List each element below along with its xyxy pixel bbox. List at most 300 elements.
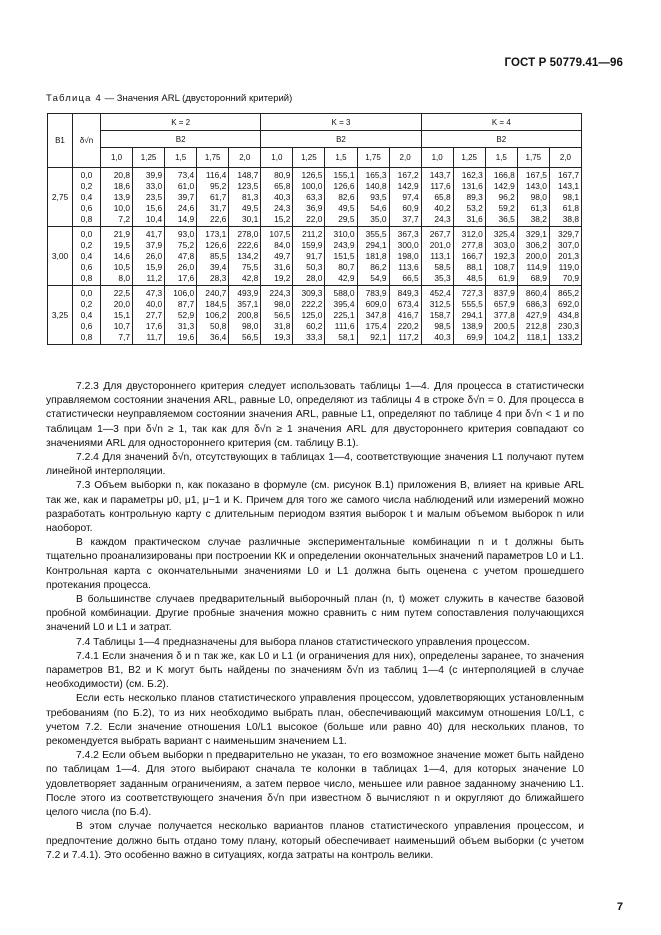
arl-value: 133,2 xyxy=(558,332,579,342)
arl-value: 39,9 xyxy=(145,170,163,180)
arl-value: 35,3 xyxy=(434,273,451,283)
arl-value: 69,9 xyxy=(466,332,483,342)
arl-value: 113,1 xyxy=(430,251,451,261)
arl-value: 126,6 xyxy=(205,240,227,250)
arl-value: 13,9 xyxy=(113,192,131,202)
arl-value: 106,2 xyxy=(205,310,227,320)
dn-value: 0,8 xyxy=(80,273,93,283)
arl-value: 24,6 xyxy=(177,203,195,213)
arl-cell xyxy=(485,168,517,227)
arl-value: 30,1 xyxy=(242,214,259,224)
arl-value: 26,0 xyxy=(145,251,163,261)
arl-value: 131,6 xyxy=(461,181,483,191)
arl-value: 24,3 xyxy=(434,214,451,224)
arl-value: 98,1 xyxy=(562,192,579,202)
arl-value: 58,1 xyxy=(338,332,355,342)
arl-value: 11,7 xyxy=(146,332,163,342)
arl-cell xyxy=(261,168,293,227)
arl-cell xyxy=(165,227,197,286)
arl-value: 58,5 xyxy=(434,262,451,272)
arl-value: 98,5 xyxy=(434,321,451,331)
arl-value: 38,8 xyxy=(562,214,579,224)
arl-value: 783,9 xyxy=(365,288,387,298)
arl-cell xyxy=(133,168,165,227)
arl-value: 31,7 xyxy=(209,203,227,213)
b2-value-header: 1,5 xyxy=(165,148,197,168)
arl-cell xyxy=(229,227,261,286)
arl-value: 113,6 xyxy=(398,262,419,272)
arl-value: 98,0 xyxy=(242,321,259,331)
table-row xyxy=(48,227,582,286)
b2-header: B2 xyxy=(101,131,261,148)
arl-value: 117,6 xyxy=(430,181,451,191)
b2-value-header: 1,75 xyxy=(197,148,229,168)
arl-cell xyxy=(517,286,549,345)
arl-value: 61,8 xyxy=(562,203,579,213)
arl-value: 114,9 xyxy=(526,262,547,272)
paragraph: 7.4 Таблицы 1—4 предназначены для выбора планов статистического управления процессом. xyxy=(76,636,530,648)
arl-value: 294,1 xyxy=(461,310,483,320)
b2-value-header: 1,0 xyxy=(261,148,293,168)
arl-cell xyxy=(325,168,357,227)
arl-value: 860,4 xyxy=(525,288,547,298)
arl-value: 48,5 xyxy=(466,273,483,283)
arl-value: 117,2 xyxy=(398,332,419,342)
arl-value: 222,6 xyxy=(237,240,259,250)
arl-value: 20,8 xyxy=(113,170,131,180)
arl-value: 849,3 xyxy=(397,288,419,298)
b2-value-header: 1,5 xyxy=(485,148,517,168)
paragraph: 7.3 Объем выборки n, как показано в формуле (см. рисунок В.1) приложения В, влияет на кривые ARL так же, как и параметры μ0, μ1, μ−1 и K. Причем для того же самого числа наблюдений или измерений можно разработать контрольную карту с длительным периодом взятия выборок t и малым объемом выборок n или наоборот. xyxy=(46,480,584,535)
arl-value: 40,2 xyxy=(434,203,451,213)
arl-value: 142,9 xyxy=(493,181,515,191)
dn-cell xyxy=(73,227,101,286)
arl-cell xyxy=(101,227,133,286)
b2-value-header: 2,0 xyxy=(389,148,421,168)
arl-value: 357,1 xyxy=(237,299,259,309)
dn-value: 0,4 xyxy=(80,192,93,202)
arl-value: 38,2 xyxy=(530,214,547,224)
arl-cell xyxy=(357,227,389,286)
arl-value: 184,5 xyxy=(205,299,227,309)
b2-header: B2 xyxy=(421,131,581,148)
arl-value: 47,8 xyxy=(177,251,195,261)
arl-value: 14,9 xyxy=(177,214,195,224)
arl-value: 452,4 xyxy=(429,288,451,298)
b2-header: B2 xyxy=(261,131,421,148)
arl-value: 31,6 xyxy=(466,214,483,224)
arl-value: 657,9 xyxy=(493,299,515,309)
arl-value: 17,6 xyxy=(177,273,195,283)
arl-value: 54,9 xyxy=(370,273,387,283)
arl-value: 865,2 xyxy=(558,288,579,298)
arl-value: 85,5 xyxy=(209,251,227,261)
arl-value: 73,4 xyxy=(177,170,195,180)
arl-value: 167,7 xyxy=(558,170,579,180)
arl-cell xyxy=(421,168,453,227)
arl-value: 65,8 xyxy=(274,181,291,191)
dn-value: 0,8 xyxy=(80,332,93,342)
arl-value: 23,5 xyxy=(145,192,163,202)
arl-cell xyxy=(549,168,581,227)
arl-value: 15,6 xyxy=(145,203,163,213)
arl-value: 166,7 xyxy=(461,251,483,261)
paragraph: 7.4.2 Если объем выборки n предварительно не указан, то его возможное значение может быть найдено по таблицам 1—4. Для этого выбирают сначала те колонки в таблицах 1—4, для которых значение L0 удовлетворяет заданным ограничениям, а затем первое число, меньшее или равное заданному значению L1. После этого из соответствующего значения δ√n при известном δ вычисляют n и округляют до ближайшего целого числа (по Б.4). xyxy=(46,750,584,819)
arl-value: 22,5 xyxy=(113,288,131,298)
arl-value: 59,2 xyxy=(498,203,515,213)
arl-cell xyxy=(261,286,293,345)
arl-value: 329,1 xyxy=(525,229,547,239)
arl-value: 224,3 xyxy=(269,288,291,298)
arl-value: 22,0 xyxy=(306,214,323,224)
arl-value: 28,0 xyxy=(306,273,323,283)
arl-value: 22,6 xyxy=(209,214,227,224)
arl-cell xyxy=(133,286,165,345)
dn-value: 0,0 xyxy=(80,288,93,298)
arl-value: 347,8 xyxy=(365,310,387,320)
arl-value: 40,3 xyxy=(434,332,451,342)
dn-value: 0,6 xyxy=(80,321,93,331)
table-caption-name: Таблица 4 xyxy=(46,93,102,104)
arl-value: 50,3 xyxy=(306,262,323,272)
arl-value: 86,2 xyxy=(370,262,387,272)
arl-value: 100,0 xyxy=(301,181,323,191)
arl-value: 97,4 xyxy=(402,192,419,202)
arl-value: 200,5 xyxy=(493,321,515,331)
arl-cell xyxy=(549,227,581,286)
arl-cell xyxy=(389,227,421,286)
arl-cell xyxy=(293,168,325,227)
b1-header: B1 xyxy=(48,114,73,168)
arl-value: 692,0 xyxy=(558,299,579,309)
table-row xyxy=(48,286,582,345)
arl-cell xyxy=(357,286,389,345)
arl-value: 159,9 xyxy=(301,240,323,250)
b2-value-header: 1,25 xyxy=(453,148,485,168)
arl-value: 95,2 xyxy=(209,181,227,191)
arl-value: 434,8 xyxy=(558,310,579,320)
b1-cell: 3,00 xyxy=(48,227,73,286)
arl-value: 155,1 xyxy=(333,170,355,180)
arl-value: 277,8 xyxy=(461,240,483,250)
arl-cell xyxy=(261,227,293,286)
paragraph: 7.2.3 Для двустороннего критерия следует использовать таблицы 1—4. Для процесса в статистически управляемом состоянии значения ARL, равные L0, определяют из таблицы 4 в строке δ√n = 0. Для процесса в статистически неуправляемом состоянии значения ARL, равные L1, определяют по таблице 4 при δ√n < 1 и по таблицам 1—3 при δ√n ≥ 1, так как для δ√n ≥ 1 значения ARL для двустороннего критерия совпадают со значениями ARL для одностороннего критерия (см. таблицу В.1). xyxy=(46,381,584,449)
arl-value: 325,4 xyxy=(493,229,515,239)
arl-value: 192,3 xyxy=(493,251,515,261)
arl-value: 416,7 xyxy=(397,310,419,320)
arl-value: 143,7 xyxy=(429,170,451,180)
arl-cell xyxy=(133,227,165,286)
arl-value: 312,0 xyxy=(461,229,483,239)
arl-value: 87,7 xyxy=(177,299,195,309)
arl-value: 47,3 xyxy=(145,288,163,298)
arl-value: 220,2 xyxy=(397,321,419,331)
arl-value: 727,3 xyxy=(461,288,483,298)
b2-value-header: 1,75 xyxy=(357,148,389,168)
arl-value: 40,3 xyxy=(274,192,291,202)
arl-value: 29,5 xyxy=(338,214,355,224)
arl-value: 93,0 xyxy=(177,229,195,239)
arl-value: 37,7 xyxy=(402,214,419,224)
arl-cell xyxy=(517,227,549,286)
arl-cell xyxy=(421,227,453,286)
paragraph: В каждом практическом случае различные экспериментальные комбинации n и t должны быть тщательно проанализированы при построении КК и определении окончательных значений параметров L0 и L1. Контрольная карта с окончательными значениями L0 и L1 должна быть оценена с учетом прошедшего протекания процесса. xyxy=(46,537,584,591)
arl-value: 17,6 xyxy=(145,321,163,331)
arl-value: 42,8 xyxy=(242,273,259,283)
arl-value: 111,6 xyxy=(334,321,355,331)
arl-value: 123,5 xyxy=(237,181,259,191)
b2-value-header: 1,5 xyxy=(325,148,357,168)
arl-value: 230,3 xyxy=(558,321,579,331)
arl-value: 84,0 xyxy=(274,240,291,250)
arl-cell xyxy=(485,227,517,286)
arl-value: 201,0 xyxy=(429,240,451,250)
arl-value: 52,9 xyxy=(177,310,195,320)
paragraph: 7.2.4 Для значений δ√n, отсутствующих в таблицах 1—4, соответствующие значения L1 получают путем линейной интерполяции. xyxy=(46,452,584,478)
arl-value: 222,2 xyxy=(301,299,323,309)
arl-cell xyxy=(197,227,229,286)
arl-value: 70,9 xyxy=(562,273,579,283)
b2-value-header: 1,25 xyxy=(133,148,165,168)
arl-value: 56,5 xyxy=(242,332,259,342)
arl-cell xyxy=(165,286,197,345)
arl-value: 39,4 xyxy=(209,262,227,272)
arl-value: 68,9 xyxy=(530,273,547,283)
table-caption xyxy=(46,93,292,104)
arl-value: 837,9 xyxy=(493,288,515,298)
arl-value: 10,4 xyxy=(145,214,163,224)
arl-value: 19,5 xyxy=(113,240,131,250)
b2-values-row xyxy=(48,148,582,168)
arl-value: 53,2 xyxy=(466,203,483,213)
arl-value: 42,9 xyxy=(338,273,355,283)
b2-value-header: 2,0 xyxy=(549,148,581,168)
arl-value: 116,4 xyxy=(205,170,227,180)
arl-value: 80,9 xyxy=(274,170,291,180)
arl-value: 75,5 xyxy=(242,262,259,272)
arl-value: 81,3 xyxy=(242,192,259,202)
dn-cell xyxy=(73,168,101,227)
arl-value: 278,0 xyxy=(237,229,259,239)
arl-value: 61,0 xyxy=(177,181,195,191)
arl-value: 88,1 xyxy=(466,262,483,272)
b1-cell: 3,25 xyxy=(48,286,73,345)
arl-cell xyxy=(389,286,421,345)
arl-value: 395,4 xyxy=(333,299,355,309)
arl-value: 134,2 xyxy=(237,251,259,261)
arl-value: 138,9 xyxy=(461,321,483,331)
arl-value: 609,0 xyxy=(365,299,387,309)
arl-cell xyxy=(325,227,357,286)
arl-value: 35,0 xyxy=(370,214,387,224)
arl-cell xyxy=(197,168,229,227)
arl-value: 493,9 xyxy=(237,288,259,298)
arl-value: 50,8 xyxy=(209,321,227,331)
k-header: K = 3 xyxy=(261,114,421,131)
paragraph: В этом случае получается несколько вариантов планов статистического управления процессом, и предпочтение должно быть отдано тому плану, который обеспечивает наименьший объем выборки (с учетом 7.2 и 7.4.1). Это особенно важно в ситуациях, когда затраты на контроль велики. xyxy=(46,821,584,861)
arl-value: 65,8 xyxy=(434,192,451,202)
arl-value: 11,2 xyxy=(146,273,163,283)
arl-cell xyxy=(357,168,389,227)
dn-value: 0,0 xyxy=(80,229,93,239)
arl-value: 31,6 xyxy=(274,262,291,272)
arl-cell xyxy=(101,286,133,345)
arl-value: 310,0 xyxy=(333,229,355,239)
arl-value: 212,8 xyxy=(525,321,547,331)
dn-value: 0,4 xyxy=(80,310,93,320)
arl-cell xyxy=(101,168,133,227)
arl-cell xyxy=(325,286,357,345)
dn-value: 0,4 xyxy=(80,251,93,261)
arl-value: 126,5 xyxy=(301,170,323,180)
dn-header: δ√n xyxy=(73,114,101,168)
arl-value: 307,0 xyxy=(558,240,579,250)
arl-value: 167,2 xyxy=(397,170,419,180)
arl-value: 243,9 xyxy=(333,240,355,250)
arl-value: 37,9 xyxy=(145,240,163,250)
arl-value: 200,0 xyxy=(525,251,547,261)
arl-value: 240,7 xyxy=(205,288,227,298)
arl-value: 27,7 xyxy=(145,310,163,320)
arl-cell xyxy=(229,168,261,227)
arl-value: 7,2 xyxy=(118,214,131,224)
arl-value: 10,7 xyxy=(113,321,131,331)
arl-cell xyxy=(517,168,549,227)
arl-value: 355,5 xyxy=(365,229,387,239)
arl-value: 7,7 xyxy=(118,332,131,342)
arl-value: 36,4 xyxy=(209,332,227,342)
arl-value: 60,2 xyxy=(306,321,323,331)
arl-value: 312,5 xyxy=(429,299,451,309)
arl-value: 125,0 xyxy=(301,310,323,320)
arl-value: 31,8 xyxy=(274,321,291,331)
dn-value: 0,2 xyxy=(80,299,93,309)
arl-value: 588,0 xyxy=(333,288,355,298)
arl-value: 31,3 xyxy=(177,321,195,331)
arl-value: 28,3 xyxy=(209,273,227,283)
arl-value: 18,6 xyxy=(113,181,131,191)
arl-value: 82,6 xyxy=(338,192,355,202)
arl-cell xyxy=(293,227,325,286)
arl-value: 10,0 xyxy=(113,203,131,213)
arl-value: 211,2 xyxy=(302,229,323,239)
arl-cell xyxy=(453,286,485,345)
arl-value: 63,3 xyxy=(306,192,323,202)
arl-value: 181,8 xyxy=(365,251,387,261)
arl-value: 200,8 xyxy=(237,310,259,320)
arl-value: 306,2 xyxy=(525,240,547,250)
arl-value: 96,2 xyxy=(498,192,515,202)
arl-value: 377,8 xyxy=(493,310,515,320)
arl-value: 61,9 xyxy=(498,273,515,283)
arl-value: 33,3 xyxy=(306,332,323,342)
b2-value-header: 1,75 xyxy=(517,148,549,168)
arl-value: 19,6 xyxy=(177,332,195,342)
arl-cell xyxy=(485,286,517,345)
arl-value: 26,0 xyxy=(177,262,195,272)
dn-value: 0,6 xyxy=(80,262,93,272)
arl-value: 89,3 xyxy=(466,192,483,202)
arl-value: 126,6 xyxy=(333,181,355,191)
arl-value: 61,7 xyxy=(209,192,227,202)
arl-value: 21,9 xyxy=(113,229,131,239)
arl-value: 40,0 xyxy=(145,299,163,309)
k-header: K = 4 xyxy=(421,114,581,131)
arl-value: 15,2 xyxy=(274,214,291,224)
arl-value: 143,0 xyxy=(525,181,547,191)
arl-value: 14,6 xyxy=(113,251,131,261)
k-header: K = 2 xyxy=(101,114,261,131)
arl-value: 142,9 xyxy=(397,181,419,191)
arl-value: 309,3 xyxy=(301,288,323,298)
b2-value-header: 2,0 xyxy=(229,148,261,168)
arl-value: 49,7 xyxy=(274,251,291,261)
arl-value: 36,5 xyxy=(498,214,515,224)
arl-value: 75,2 xyxy=(177,240,195,250)
arl-value: 267,7 xyxy=(429,229,451,239)
arl-value: 61,3 xyxy=(530,203,547,213)
arl-value: 118,1 xyxy=(526,332,547,342)
arl-cell xyxy=(229,286,261,345)
arl-value: 41,7 xyxy=(145,229,163,239)
arl-cell xyxy=(453,168,485,227)
arl-value: 49,5 xyxy=(242,203,259,213)
arl-cell xyxy=(197,286,229,345)
arl-value: 98,0 xyxy=(530,192,547,202)
paragraph: Если есть несколько планов статистического управления процессом, удовлетворяющих установленным требованиям (по Б.2), то из них необходимо выбрать план, обеспечивающий максимум отношения L0/L1, с учетом 7.2. Если значение отношения L0/L1 высокое (больше или равно 40) для нескольких планов, то рекомендуется выбрать вариант с наименьшим значением L1. xyxy=(46,693,584,748)
paragraph: В большинстве случаев предварительный выборочный план (n, t) может служить в качестве базовой пробной комбинации. Другие пробные значения можно сравнить с ним путем сопоставления получающихся значений L0 и L1 и затрат. xyxy=(46,594,584,634)
dn-value: 0,6 xyxy=(80,203,93,213)
arl-value: 106,0 xyxy=(173,288,195,298)
arl-cell xyxy=(389,168,421,227)
arl-value: 60,9 xyxy=(402,203,419,213)
arl-value: 93,5 xyxy=(370,192,387,202)
arl-value: 66,5 xyxy=(402,273,419,283)
arl-value: 166,8 xyxy=(493,170,515,180)
arl-value: 19,2 xyxy=(274,273,291,283)
arl-value: 555,5 xyxy=(461,299,483,309)
arl-value: 673,4 xyxy=(397,299,419,309)
arl-value: 107,5 xyxy=(269,229,291,239)
arl-value: 162,3 xyxy=(461,170,483,180)
arl-value: 173,1 xyxy=(205,229,227,239)
page-number: 7 xyxy=(616,901,623,913)
arl-value: 201,3 xyxy=(558,251,579,261)
arl-value: 33,0 xyxy=(145,181,163,191)
arl-cell xyxy=(293,286,325,345)
arl-value: 10,5 xyxy=(113,262,131,272)
arl-value: 36,9 xyxy=(306,203,323,213)
arl-cell xyxy=(165,168,197,227)
arl-value: 92,1 xyxy=(370,332,387,342)
arl-value: 165,3 xyxy=(365,170,387,180)
arl-value: 49,5 xyxy=(338,203,355,213)
arl-value: 15,1 xyxy=(113,310,131,320)
arl-value: 39,7 xyxy=(177,192,195,202)
arl-cell xyxy=(453,227,485,286)
dn-value: 0,8 xyxy=(80,214,93,224)
table-body xyxy=(48,168,582,345)
arl-value: 143,1 xyxy=(558,181,579,191)
paragraph: 7.4.1 Если значения δ и n так же, как L0 и L1 (и ограничения для них), определены заранее, то значения параметров B1, B2 и K могут быть найдены по значениям δ√n из таблиц 1—4 (с интерполяцией в случае необходимости) (см. Б.2). xyxy=(46,650,584,691)
arl-value: 8,0 xyxy=(118,273,131,283)
arl-value: 367,3 xyxy=(397,229,419,239)
arl-value: 303,0 xyxy=(493,240,515,250)
arl-value: 427,9 xyxy=(525,310,547,320)
arl-value: 167,5 xyxy=(525,170,547,180)
arl-value: 198,0 xyxy=(397,251,419,261)
arl-cell xyxy=(549,286,581,345)
